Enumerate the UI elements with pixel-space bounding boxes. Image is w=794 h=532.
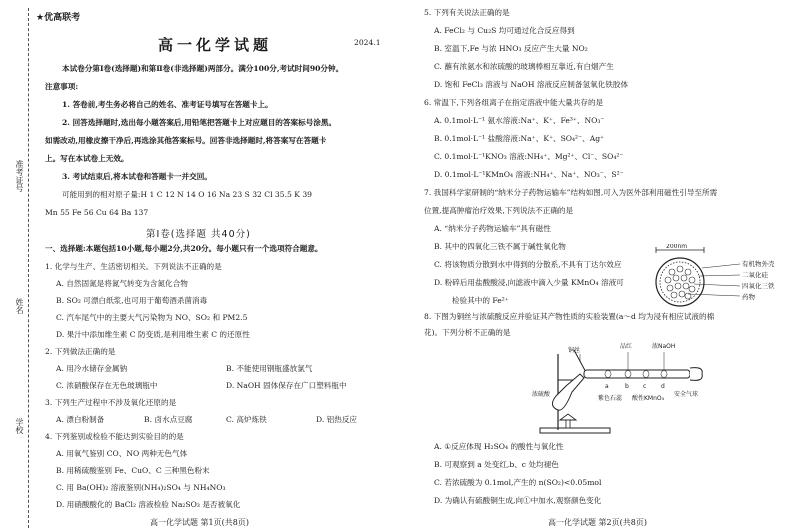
question-7-option: A. “纳米分子药物运输车”具有磁性 [434,224,551,233]
question-6-option: D. 0.1mol·L⁻¹KMnO₄ 溶液:NH₄⁺、Na⁺、NO₃⁻、S²⁻ [434,170,624,179]
question-8-option: D. 为确认有硫酸铜生成,向①中加水,观察颜色变化 [434,496,602,505]
intro-line: 3. 考试结束后,将本试卷和答题卡一并交回。 [62,172,212,181]
apparatus-label: 铜丝 [568,347,581,354]
figure-label: 二氧化硅 [742,271,768,279]
question-5-option: D. 饱和 FeCl₃ 溶液与 NaOH 溶液反应制备氢氧化铁胶体 [434,80,629,89]
section-title: 第Ⅰ卷(选择题 共40分) [146,229,251,240]
question-5-stem: 5. 下列有关说法正确的是 [424,8,510,17]
intro-line: 1. 答卷前,考生务必将自己的姓名、准考证号填写在答题卡上。 [62,100,273,109]
question-4-option: B. 用稀硫酸鉴别 Fe、CuO、C 三种黑色粉末 [56,466,210,475]
question-4-stem: 4. 下列鉴别或检验不能达到实验目的的是 [45,432,184,441]
question-6-option: A. 0.1mol·L⁻¹ 氨水溶液:Na⁺、K⁺、Fe³⁺、NO₃⁻ [434,116,605,125]
side-label-school: 学校 [15,418,24,434]
question-3-option: B. 卤水点豆腐 [144,415,193,424]
apparatus-label: 浓硫酸 [532,391,551,398]
question-8-stem: 花)。下列分析不正确的是 [424,328,511,337]
question-8-option: A. ①反应体现 H₂SO₄ 的酸性与氧化性 [434,442,564,451]
scale-label: 200nm [666,244,688,250]
page-title: 高一化学试题 [158,36,273,54]
question-1-option: C. 汽车尾气中的主要大气污染物为 NO、SO₂ 和 PM2.5 [56,313,248,322]
side-label-exam-number: 准考证号 [15,160,24,192]
page-footer: 高一化学试题 第2页(共8页) [548,518,647,527]
question-5-option: C. 蘸有浓氨水和浓硫酸的玻璃棒相互靠近,有白烟产生 [434,62,614,71]
question-8-stem: 8. 下图为铜丝与浓硫酸反应并验证其产物性质的实验装置(a～d 均为浸有相应试液的棉 [424,312,715,321]
badge: ★优高联考 [36,13,81,23]
intro-line: 本试卷分第Ⅰ卷(选择题)和第Ⅱ卷(非选择题)两部分。满分100分,考试时间90分钟。 [62,64,344,73]
question-5-option: A. FeCl₂ 与 Cu₂S 均可通过化合反应得到 [434,26,575,35]
exam-date: 2024.1 [354,38,381,47]
question-2-option: D. NaOH 固体保存在广口塑料瓶中 [226,381,347,390]
apparatus-label: d [661,383,665,390]
figure-label: 药物 [742,293,755,301]
side-label-name: 姓名 [15,298,24,314]
question-8-option: B. 可观察到 a 处变红,b、c 处均褪色 [434,460,559,469]
question-7-option: 检验其中的 Fe²⁺ [452,296,509,305]
intro-line: 如需改动,用橡皮擦干净后,再选涂其他答案标号。回答非选择题时,将答案写在答题卡 [45,136,327,145]
intro-line: 注意事项: [45,82,79,91]
apparatus-label: 浓NaOH [652,343,676,350]
figure-label: 四氧化三铁 [742,282,775,290]
apparatus-label: 紫色石蕊 [598,395,623,402]
question-7-stem: 7. 我国科学家研制的“纳米分子药物运输车”结构如图,可入为医外部利用磁性引导至所需 [424,188,718,197]
question-2-stem: 2. 下列做法正确的是 [45,347,116,356]
question-7-stem: 位置,提高肿瘤治疗效果,下列说法不正确的是 [424,206,574,215]
figure-label: 有机物外壳 [742,260,775,268]
question-3-option: C. 高炉炼铁 [226,415,267,424]
apparatus-label: b [625,383,629,390]
question-3-stem: 3. 下列生产过程中不涉及氧化还原的是 [45,398,177,407]
intro-line: 上。写在本试卷上无效。 [45,154,129,163]
nanoparticle-figure [650,244,792,316]
question-4-option: D. 用硝酸酸化的 BaCl₂ 溶液检验 Na₂SO₃ 是否被氧化 [56,500,241,509]
apparatus-label: c [643,383,647,390]
atomic-mass-line: 可能用到的相对原子量:H 1 C 12 N 14 O 16 Na 23 S 32 Cl 35.5 K 39 [62,190,313,199]
question-2-option: C. 浓硝酸保存在无色玻璃瓶中 [56,381,158,390]
question-1-option: A. 自然固氮是将氮气转变为含氮化合物 [56,279,188,288]
apparatus-figure [528,340,708,436]
apparatus-label: 安全气球 [674,391,699,398]
question-4-option: C. 用 Ba(OH)₂ 溶液鉴别(NH₄)₂SO₄ 与 NH₄NO₃ [56,483,226,492]
question-3-option: D. 铝热反应 [316,415,358,424]
apparatus-label: 品红 [620,343,633,350]
question-3-option: A. 漂白粉制备 [56,415,105,424]
question-7-option: B. 其中的四氧化三铁不属于碱性氧化物 [434,242,566,251]
question-7-option: C. 将该物质分散到水中得到的分散系,不具有丁达尔效应 [434,260,622,269]
question-6-option: C. 0.1mol·L⁻¹KNO₃ 溶液:NH₄⁺、Mg²⁺、Cl⁻、SO₄²⁻ [434,152,624,161]
question-7-option: D. 粉碎后用盐酸酸浸,向滤液中滴入少量 KMnO₄ 溶液可 [434,278,624,287]
question-1-stem: 1. 化学与生产、生活密切相关。下列说法不正确的是 [45,262,222,271]
question-2-option: B. 不能使用钢瓶盛放氯气 [226,364,313,373]
intro-line: 2. 回答选择题时,选出每小题答案后,用铅笔把答题卡上对应题目的答案标号涂黑。 [62,118,337,127]
apparatus-label: 酸性KMnO₄ [632,395,665,402]
question-6-option: B. 0.1mol·L⁻¹ 盐酸溶液:Na⁺、K⁺、SO₄²⁻、Ag⁺ [434,134,605,143]
question-2-option: A. 用冷水储存金属钠 [56,364,128,373]
atomic-mass-line: Mn 55 Fe 56 Cu 64 Ba 137 [45,208,149,217]
section-note: 一、选择题:本题包括10小题,每小题2分,共20分。每小题只有一个选项符合题意。 [45,244,323,253]
question-1-option: D. 果汁中添加维生素 C 防变质,是利用维生素 C 的还原性 [56,330,250,339]
question-1-option: B. SO₂ 可漂白纸浆,也可用于葡萄酒杀菌消毒 [56,296,208,305]
question-5-option: B. 室温下,Fe 与浓 HNO₃ 反应产生大量 NO₂ [434,44,588,53]
question-4-option: A. 用氧气鉴别 CO、NO 两种无色气体 [56,449,188,458]
apparatus-label: a [605,383,609,390]
question-6-stem: 6. 常温下,下列各组离子在指定溶液中能大量共存的是 [424,98,604,107]
binding-line [28,8,29,528]
page-footer: 高一化学试题 第1页(共8页) [150,518,249,527]
question-8-option: C. 若浓硫酸为 0.1mol,产生的 n(SO₂)<0.05mol [434,478,602,487]
